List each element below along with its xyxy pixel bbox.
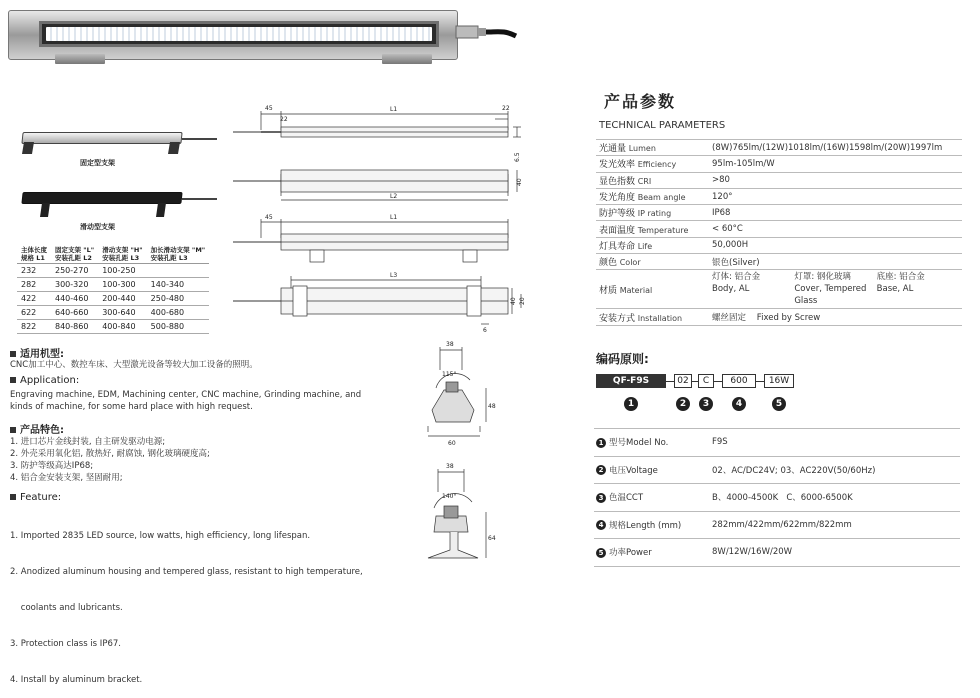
dim-60: 60 (448, 440, 456, 447)
dim-L1-a: L1 (390, 106, 398, 113)
table-row: 282 300-320 100-300 140-340 (17, 278, 209, 292)
dim-22-a: 22 (280, 116, 288, 123)
bullet-square-icon (10, 377, 16, 383)
dim-45-b: 45 (265, 214, 273, 221)
code-box-cct: C (698, 374, 714, 388)
dim-22-b: 22 (502, 105, 510, 112)
dim-45-a: 45 (265, 105, 273, 112)
table-row: 灯具寿命 Life 50,000H (596, 237, 962, 253)
sliding-bracket-feet (38, 203, 178, 219)
list-item: coolants and lubricants. (10, 603, 123, 613)
list-item: 2. Anodized aluminum housing and tempered glass, resistant to high temperature, (10, 567, 363, 577)
table-row: 2 电压Voltage 02、AC/DC24V; 03、AC220V(50/60Hz) (594, 456, 960, 484)
application-en-text: Engraving machine, EDM, Machining center, CNC machine, Grinding machine, and kinds of machine, for some hard place with high request. (10, 390, 362, 412)
code-circle-2: 2 (676, 397, 690, 411)
feature-en-list (10, 506, 363, 698)
code-box-power: 16W (764, 374, 794, 388)
spec-table (596, 139, 962, 326)
dim-6: 6 (483, 327, 487, 334)
led-strip (39, 21, 439, 47)
list-item: 4. 铝合金安装支架, 坚固耐用; (10, 473, 123, 483)
dimension-table (17, 245, 209, 334)
table-row: 颜色 Color 银色(Silver) (596, 254, 962, 270)
dim-20: 20 (519, 297, 526, 305)
bullet-square-icon (10, 427, 16, 433)
table-row: 422 440-460 200-440 250-480 (17, 292, 209, 306)
feature-en-heading: Feature: (10, 492, 61, 503)
material-base: 底座: 铝合金 Base, AL (876, 272, 925, 295)
table-row: 232 250-270 100-250 (17, 264, 209, 278)
code-circle-1: 1 (624, 397, 638, 411)
list-item: 3. 防护等级高达IP68; (10, 461, 94, 471)
table-row: 822 840-860 400-840 500-880 (17, 320, 209, 334)
spec-title-en: TECHNICAL PARAMETERS (599, 120, 726, 131)
code-circle-3: 3 (699, 397, 713, 411)
coding-title: 编码原则: (596, 352, 649, 366)
list-item: 1. 进口芯片金线封装, 自主研发驱动电源; (10, 437, 166, 447)
bracket-section-sliding (418, 462, 498, 570)
list-item: 3. Protection class is IP67. (10, 639, 121, 649)
dim-64: 64 (488, 535, 496, 542)
code-box-length: 600 (722, 374, 756, 388)
spec-title-cn: 产品参数 (604, 92, 677, 111)
table-row: 显色指数 CRI >80 (596, 172, 962, 188)
table-row: 5 功率Power 8W/12W/16W/20W (594, 539, 960, 567)
material-body: 灯体: 铝合金 Body, AL (712, 272, 761, 295)
table-row: 622 640-660 300-640 400-680 (17, 306, 209, 320)
list-item: 2. 外壳采用氧化铝, 散热好, 耐腐蚀, 钢化玻璃硬度高; (10, 449, 210, 459)
code-dash (714, 381, 722, 382)
dim-115: 115° (442, 371, 457, 378)
table-row-install: 安装方式 Installation 螺丝固定 Fixed by Screw (596, 309, 962, 325)
bullet-square-icon (10, 351, 16, 357)
code-circle-4: 4 (732, 397, 746, 411)
table-row: 发光效率 Efficiency 95lm-105lm/W (596, 156, 962, 172)
bullet-square-icon (10, 494, 16, 500)
application-cn-text: CNC加工中心、数控车床、大型激光设备等较大加工设备的照明。 (10, 360, 258, 370)
table-row: 防护等级 IP rating IP68 (596, 205, 962, 221)
application-en-heading: Application: (10, 375, 79, 386)
sliding-bracket-caption: 滑动型支架 (80, 223, 115, 231)
table-row: 发光角度 Beam angle 120° (596, 188, 962, 204)
dim-65: 6.5 (514, 152, 521, 162)
bracket-photo-right (382, 54, 432, 64)
dim-40-b: 40 (510, 297, 517, 305)
table-row: 光通量 Lumen (8W)765lm/(12W)1018lm/(16W)1598lm/(20W)1997lm (596, 140, 962, 156)
coding-table (594, 428, 960, 567)
fixed-bracket-cable (182, 138, 217, 140)
table-row: 3 色温CCT B、4000-4500K C、6000-6500K (594, 484, 960, 512)
fixed-bracket-feet (20, 142, 190, 156)
dim-L3: L3 (390, 272, 398, 279)
code-dash (666, 381, 674, 382)
engineering-drawing (225, 100, 525, 335)
feature-cn-list (10, 436, 210, 484)
dim-140: 140° (442, 493, 457, 500)
dim-L1-b: L1 (390, 214, 398, 221)
dim-L2: L2 (390, 193, 398, 200)
dim-38-b: 38 (446, 463, 454, 470)
table-row: 表面温度 Temperature < 60°C (596, 221, 962, 237)
code-circle-5: 5 (772, 397, 786, 411)
cable-connector (456, 24, 516, 40)
code-box-voltage: 02 (674, 374, 692, 388)
feature-cn-heading: 产品特色: (10, 421, 64, 436)
sliding-bracket-cable (182, 198, 217, 200)
dimension-table-header: 主体长度 规格 L1 固定支架 "L" 安装孔距 L2 滑动支架 "H" 安装孔距 L3 加长滑动支架 "M" 安装孔距 L3 (17, 245, 209, 264)
list-item: 1. Imported 2835 LED source, low watts, high efficiency, long lifespan. (10, 531, 311, 541)
dim-38-a: 38 (446, 341, 454, 348)
dim-48: 48 (488, 403, 496, 410)
list-item: 4. Install by aluminum bracket. (10, 675, 143, 685)
bracket-photo-left (55, 54, 105, 64)
table-row: 4 规格Length (mm) 282mm/422mm/622mm/822mm (594, 511, 960, 539)
material-cover: 灯罩: 钢化玻璃 Cover, Tempered Glass (794, 272, 867, 307)
application-cn-heading: 适用机型: (10, 345, 64, 360)
dim-40-a: 40 (516, 178, 523, 186)
table-row-material: 材质 Material 灯体: 铝合金 Body, AL 灯罩: 钢化玻璃 Cover, Tempered Glass 底座: 铝合金 Base, AL (596, 270, 962, 309)
product-photo (8, 10, 458, 60)
fixed-bracket-caption: 固定型支架 (80, 159, 115, 167)
code-dash (756, 381, 764, 382)
code-box-model: QF-F9S (596, 374, 666, 388)
table-row: 1 型号Model No. F9S (594, 429, 960, 457)
bracket-section-fixed (418, 340, 498, 452)
